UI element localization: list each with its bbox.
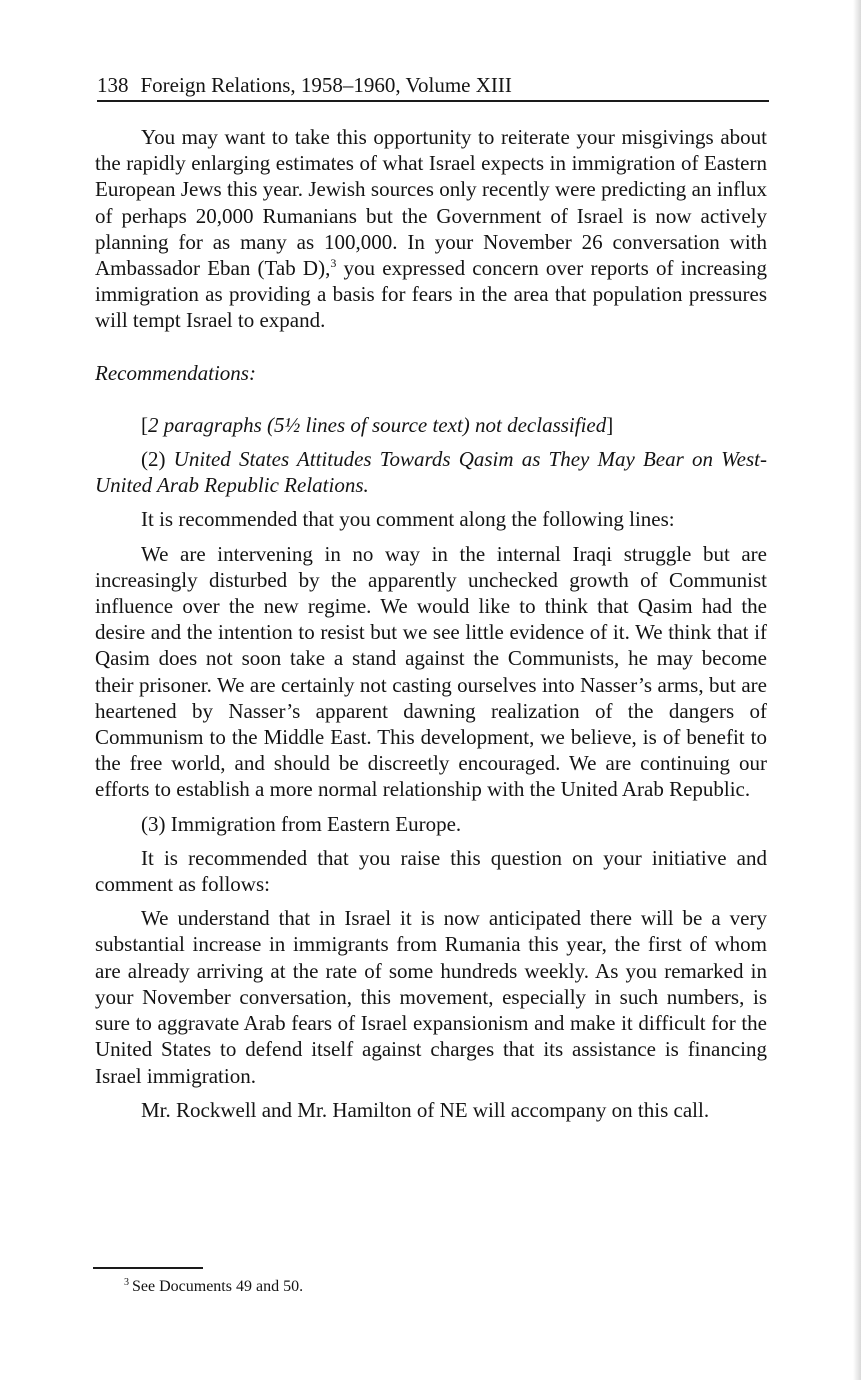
footnote [124, 1277, 303, 1297]
bracket-close: ] [606, 412, 614, 437]
paragraph-iraq-communism: We are intervening in no way in the internal Iraqi struggle but are increasingly disturbed by the apparently unchecked growth of Communist influence over the new regime. We would like to think that Qasim had the desire and the intention to resist but we see little evidence of it. We think that if Qasim does not soon take a stand against the Communists, he may become their prisoner. We are certainly not casting ourselves into Nasser’s arms, but are heartened by Nasser’s apparent dawning realization of the dangers of Communism to the Middle East. This development, we believe, is of benefit to the free world, and should be discreetly encouraged. We are continuing our efforts to establish a more normal relationship with the United Arab Republic. [95, 541, 767, 802]
section-heading-recommendations: Recommendations: [95, 360, 256, 385]
page-edge-shadow [853, 0, 861, 1380]
paragraph-recommendation-intro: It is recommended that you comment along the following lines: [141, 507, 675, 532]
declassification-note: 2 paragraphs (5½ lines of source text) not declassified [148, 412, 607, 437]
paragraph-text: You may want to take this opportunity to reiterate your misgivings about the rapidly enlarging estimates of what Israel expects in immigration of Eastern European Jews this year. Jewish sources only recently were predicting an influx of perhaps 20,000 Rumanians but the Government of Israel is now actively planning for as many as 100,000. In your November 26 conversation with Ambassador Eban (Tab D), [95, 125, 767, 281]
body-text [95, 124, 767, 1123]
volume-title: Foreign Relations, 1958–1960, Volume XIII [140, 73, 512, 97]
paragraph-immigration-heading: (3) Immigration from Eastern Europe. [141, 811, 462, 836]
paragraph-initiative: It is recommended that you raise this question on your initiative and comment as follows: [95, 845, 767, 897]
footnote-divider [93, 1267, 203, 1269]
paragraph-text-continued: you expressed concern over reports of increasing immigration as providing a basis for fears in the area that population pressures will tempt Israel to expand. [95, 256, 767, 333]
footnote-marker: 3 [124, 1276, 129, 1288]
paragraph-rumania-immigrants: We understand that in Israel it is now anticipated there will be a very substantial increase in immigrants from Rumania this year, the first of whom are already arriving at the rate of some hundreds weekly. As you remarked in your November conversation, this movement, especially in such numbers, is sure to aggravate Arab fears of Israel expansionism and make it difficult for the United States to defend itself against charges that its assistance is financing Israel immigration. [95, 906, 767, 1088]
bracket-open: [ [141, 412, 148, 437]
paragraph-not-declassified [95, 412, 767, 438]
item-title: United States Attitudes Towards Qasim as They May Bear on West-United Arab Republic Relations. [95, 447, 767, 498]
paragraph-accompany: Mr. Rockwell and Mr. Hamilton of NE will accompany on this call. [141, 1097, 710, 1122]
page-number: 138 [97, 73, 129, 97]
footnote-text: See Documents 49 and 50. [132, 1278, 304, 1295]
paragraph-qasim-heading [95, 446, 767, 498]
footnote-reference: 3 [330, 256, 337, 271]
paragraph-immigration-misgivings [95, 124, 767, 334]
item-number: (2) [141, 447, 174, 472]
running-header [97, 70, 769, 102]
